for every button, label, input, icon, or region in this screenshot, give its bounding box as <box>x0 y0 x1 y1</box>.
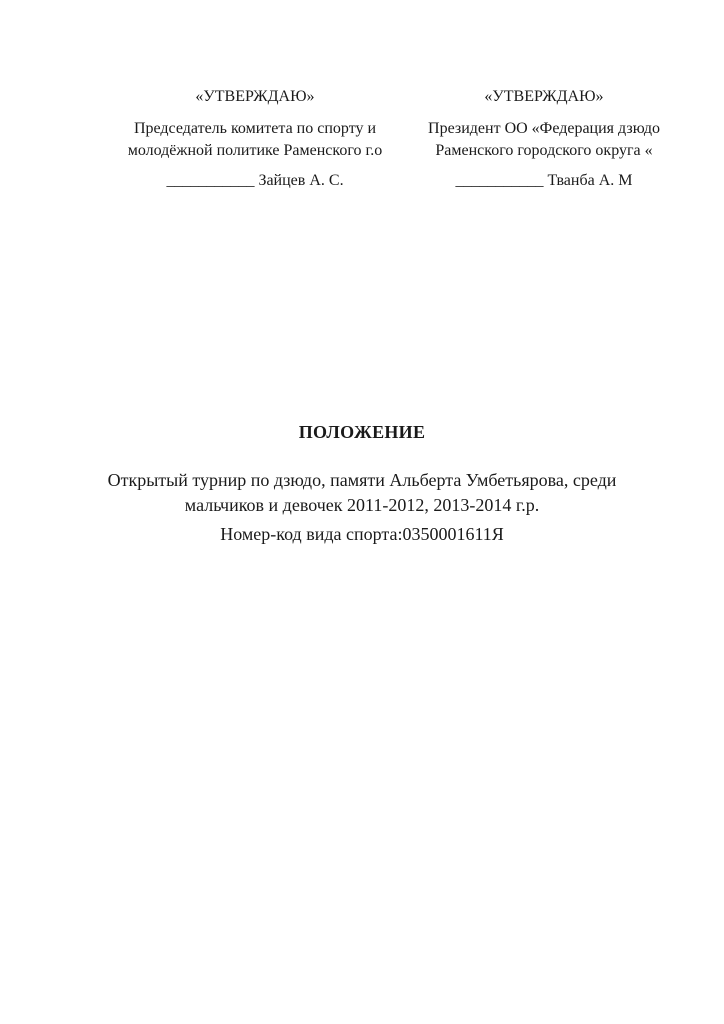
sport-code: Номер-код вида спорта:0350001611Я <box>220 524 504 544</box>
document-title: ПОЛОЖЕНИЕ <box>298 422 426 442</box>
approval-signature-line: ___________ Тванба А. М <box>455 172 633 189</box>
approval-block-right <box>384 86 704 192</box>
approval-position: Президент ОО «Федерация дзюдо Раменского городского округа « <box>428 120 660 159</box>
document-subtitle: Открытый турнир по дзюдо, памяти Альберта Умбетьярова, среди мальчиков и девочек 2011-2012, 2013-2014 г.р. <box>107 470 617 515</box>
approval-heading: «УТВЕРЖДАЮ» <box>484 88 604 105</box>
approval-heading: «УТВЕРЖДАЮ» <box>195 88 315 105</box>
approval-block-left <box>95 86 415 192</box>
approval-signature-line: ___________ Зайцев А. С. <box>166 172 344 189</box>
approval-position: Председатель комитета по спорту и молодёжной политике Раменского г.о <box>127 120 383 159</box>
